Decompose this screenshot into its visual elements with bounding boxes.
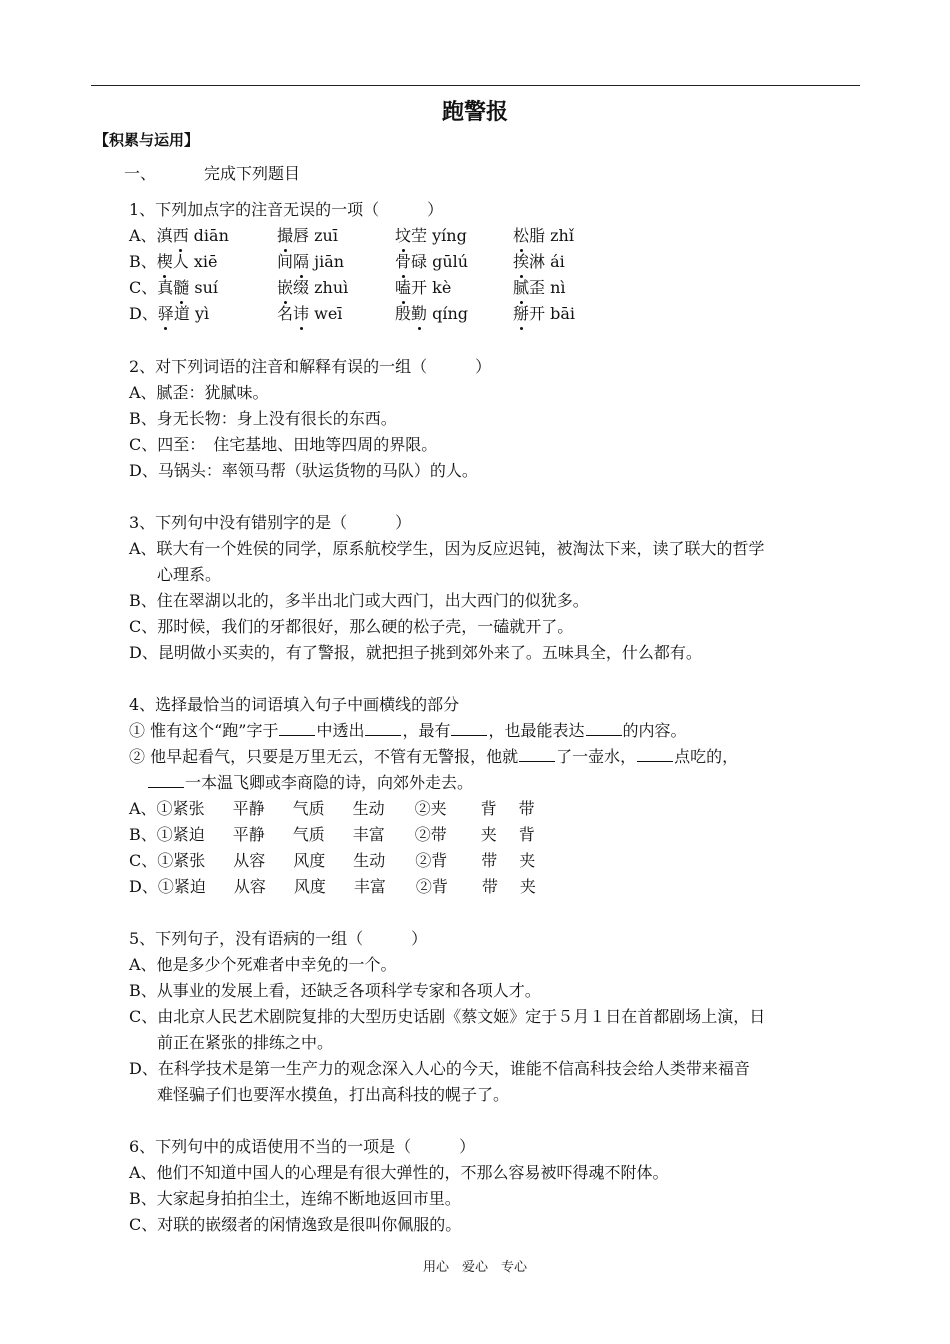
cell-text: 脂 — [529, 226, 546, 245]
option-word: 丰富 — [352, 825, 385, 844]
page-footer: 用心 爱心 专心 — [422, 1260, 527, 1275]
option-word: 夹 — [519, 851, 536, 870]
cell-text: B、 — [129, 252, 157, 271]
q5-option-c-cont: 前正在紧张的排练之中。 — [157, 1033, 334, 1052]
q1-option-cell — [129, 302, 209, 326]
option-word: ②背 — [415, 877, 448, 896]
answer-blank — [637, 746, 673, 762]
option-word: 平静 — [232, 825, 265, 844]
q5-option-c: C、由北京人民艺术剧院复排的大型历史话剧《蔡文姬》定于５月１日在首都剧场上演，日 — [129, 1007, 766, 1026]
q6-option-c: C、对联的嵌缀者的闲情逸致是很叫你佩服的。 — [129, 1215, 462, 1234]
section-heading: 【积累与运用】 — [94, 131, 200, 149]
page-title: 跑警报 — [441, 100, 508, 125]
q2-option-c: C、四至： 住宅基地、田地等四周的界限。 — [129, 435, 438, 454]
cell-text: 歪 — [529, 278, 546, 297]
answer-blank — [365, 720, 401, 736]
pinyin: kè — [427, 278, 452, 297]
cell-text: 淋 — [529, 252, 546, 271]
q2-option-a: A、腻歪：犹腻味。 — [129, 383, 269, 402]
dotted-char: 坟 — [395, 224, 411, 248]
q1-option-cell — [129, 224, 229, 248]
pinyin: ái — [545, 252, 565, 271]
q1-option-cell — [277, 224, 338, 248]
part-heading — [124, 162, 300, 186]
q1-option-cell — [277, 250, 344, 274]
cell-text: 道 — [173, 304, 190, 323]
q5-option-b: B、从事业的发展上看，还缺乏各项科学专家和各项人才。 — [129, 981, 541, 1000]
dotted-char: 驿 — [158, 302, 174, 326]
dotted-char: 勤 — [411, 302, 427, 326]
dotted-char: 松 — [513, 224, 529, 248]
q4-option — [129, 849, 557, 873]
option-word: 紧张 — [172, 799, 205, 818]
pinyin: bāi — [545, 304, 576, 323]
option-label: A、① — [129, 799, 173, 818]
pinyin: weī — [309, 304, 343, 323]
q2-option-d: D、马锅头：率领马帮（驮运货物的马队）的人。 — [129, 461, 478, 480]
q1-stem: 1、下列加点字的注音无误的一项（ ） — [129, 200, 444, 219]
option-word: 生动 — [352, 799, 385, 818]
answer-blank — [451, 720, 487, 736]
option-word: 背 — [480, 799, 497, 818]
cell-text: A、滇 — [129, 226, 173, 245]
q3-option-c: C、那时候，我们的牙都很好，那么硬的松子壳，一磕就开了。 — [129, 617, 574, 636]
q6-option-b: B、大家起身拍拍尘土，连绵不断地返回市里。 — [129, 1189, 461, 1208]
part-number: 一、 — [124, 164, 157, 183]
pinyin: yì — [189, 304, 210, 323]
q5-option-d: D、在科学技术是第一生产力的观念深入人心的今天，谁能不信高科技会给人类带来福音 — [129, 1059, 750, 1078]
pinyin: gūlú — [427, 252, 469, 271]
dotted-char: 讳 — [293, 302, 309, 326]
q2-stem: 2、对下列词语的注音和解释有误的一组（ ） — [129, 357, 492, 376]
option-word: 带 — [518, 799, 535, 818]
dotted-char: 挨 — [513, 250, 529, 274]
q1-option-cell — [395, 302, 468, 326]
q3-option-b: B、住在翠湖以北的，多半出北门或大西门，出大西门的似犹多。 — [129, 591, 589, 610]
option-word: 气质 — [292, 799, 325, 818]
q3-stem: 3、下列句中没有错别字的是（ ） — [129, 513, 412, 532]
answer-blank — [519, 746, 555, 762]
cell-text: 茔 — [411, 226, 428, 245]
q3-option-a-cont: 心理系。 — [157, 565, 222, 584]
q1-option-cell — [395, 276, 451, 300]
q2-option-b: B、身无长物：身上没有很长的东西。 — [129, 409, 397, 428]
q1-option-cell — [277, 302, 342, 326]
q4-sentence-2: ② 他早起看气，只要是万里无云，不管有无警报，他就 了一壶水， 点吃的， — [129, 747, 739, 766]
cell-text: C、真 — [129, 278, 174, 297]
q3-option-a: A、联大有一个姓侯的同学，原系航校学生，因为反应迟钝，被淘汰下来，读了联大的哲学 — [129, 539, 765, 558]
part-text: 完成下列题目 — [204, 164, 301, 183]
pinyin: zhuì — [309, 278, 349, 297]
cell-text: 唇 — [293, 226, 310, 245]
option-word: 带 — [481, 851, 498, 870]
q5-option-d-cont: 难怪骗子们也要浑水摸鱼，打出高科技的幌子了。 — [157, 1085, 510, 1104]
cell-text: 缀 — [293, 278, 310, 297]
q1-option-cell — [513, 250, 565, 274]
header-rule — [91, 85, 860, 86]
option-word: 从容 — [233, 851, 266, 870]
cell-text: 开 — [411, 278, 428, 297]
cell-text: 人 — [172, 252, 189, 271]
dotted-char: 楔 — [157, 250, 173, 274]
cell-text: 间 — [277, 252, 294, 271]
q5-stem: 5、下列句子，没有语病的一组（ ） — [129, 929, 428, 948]
q1-option-cell — [513, 276, 566, 300]
option-word: 从容 — [233, 877, 266, 896]
cell-text: 殷 — [395, 304, 412, 323]
pinyin: nì — [545, 278, 566, 297]
q1-option-cell — [513, 302, 575, 326]
dotted-char: 嵌 — [277, 276, 293, 300]
option-word: 紧张 — [173, 851, 206, 870]
cell-text: D、 — [129, 304, 158, 323]
q4-stem: 4、选择最恰当的词语填入句子中画横线的部分 — [129, 695, 460, 714]
option-label: D、① — [129, 877, 174, 896]
q1-option-cell — [395, 250, 468, 274]
option-word: 风度 — [293, 877, 326, 896]
q6-option-a: A、他们不知道中国人的心理是有很大弹性的，不那么容易被吓得魂不附体。 — [129, 1163, 669, 1182]
q1-option-cell — [129, 250, 218, 274]
option-word: 带 — [481, 877, 498, 896]
answer-blank — [279, 720, 315, 736]
dotted-char: 西 — [173, 224, 189, 248]
cell-text: 碌 — [411, 252, 428, 271]
q4-option — [129, 875, 558, 899]
pinyin: yíng — [427, 226, 467, 245]
pinyin: suí — [189, 278, 218, 297]
q1-option-cell — [277, 276, 348, 300]
option-word: ②背 — [415, 851, 448, 870]
cell-text: 开 — [529, 304, 546, 323]
option-word: 背 — [518, 825, 535, 844]
option-label: C、① — [129, 851, 174, 870]
q4-sentence-2-cont: 一本温飞卿或李商隐的诗，向郊外走去。 — [147, 771, 473, 795]
q1-option-cell — [129, 276, 218, 300]
option-word: ②带 — [414, 825, 447, 844]
option-word: 生动 — [353, 851, 386, 870]
option-word: ②夹 — [414, 799, 447, 818]
option-word: 夹 — [519, 877, 536, 896]
dotted-char: 髓 — [173, 276, 189, 300]
option-label: B、① — [129, 825, 173, 844]
dotted-char: 嗑 — [395, 276, 411, 300]
q6-stem: 6、下列句中的成语使用不当的一项是（ ） — [129, 1137, 476, 1156]
option-word: 风度 — [293, 851, 326, 870]
q1-option-cell — [513, 224, 574, 248]
option-word: 夹 — [480, 825, 497, 844]
pinyin: zhǐ — [545, 226, 574, 245]
pinyin: diān — [188, 226, 229, 245]
pinyin: zuī — [309, 226, 338, 245]
q5-option-a: A、他是多少个死难者中幸免的一个。 — [129, 955, 397, 974]
answer-blank — [586, 720, 622, 736]
dotted-char: 骨 — [395, 250, 411, 274]
option-word: 气质 — [292, 825, 325, 844]
q4-sentence-1: ① 惟有这个“跑”字于 中透出 ，最有 ，也最能表达 的内容。 — [129, 721, 687, 740]
cell-text: 名 — [277, 304, 294, 323]
option-word: 平静 — [232, 799, 265, 818]
option-word: 紧迫 — [172, 825, 205, 844]
q4-option — [129, 823, 557, 847]
dotted-char: 腻 — [513, 276, 529, 300]
dotted-char: 掰 — [513, 302, 529, 326]
pinyin: qíng — [427, 304, 469, 323]
q4-option — [129, 797, 557, 821]
pinyin: jiān — [309, 252, 345, 271]
dotted-char: 隔 — [293, 250, 309, 274]
option-word: 紧迫 — [173, 877, 206, 896]
q1-option-cell — [395, 224, 467, 248]
dotted-char: 撮 — [277, 224, 293, 248]
q3-option-d: D、昆明做小买卖的，有了警报，就把担子挑到郊外来了。五味具全，什么都有。 — [129, 643, 702, 662]
pinyin: xiē — [188, 252, 218, 271]
option-word: 丰富 — [353, 877, 386, 896]
answer-blank — [148, 772, 184, 788]
